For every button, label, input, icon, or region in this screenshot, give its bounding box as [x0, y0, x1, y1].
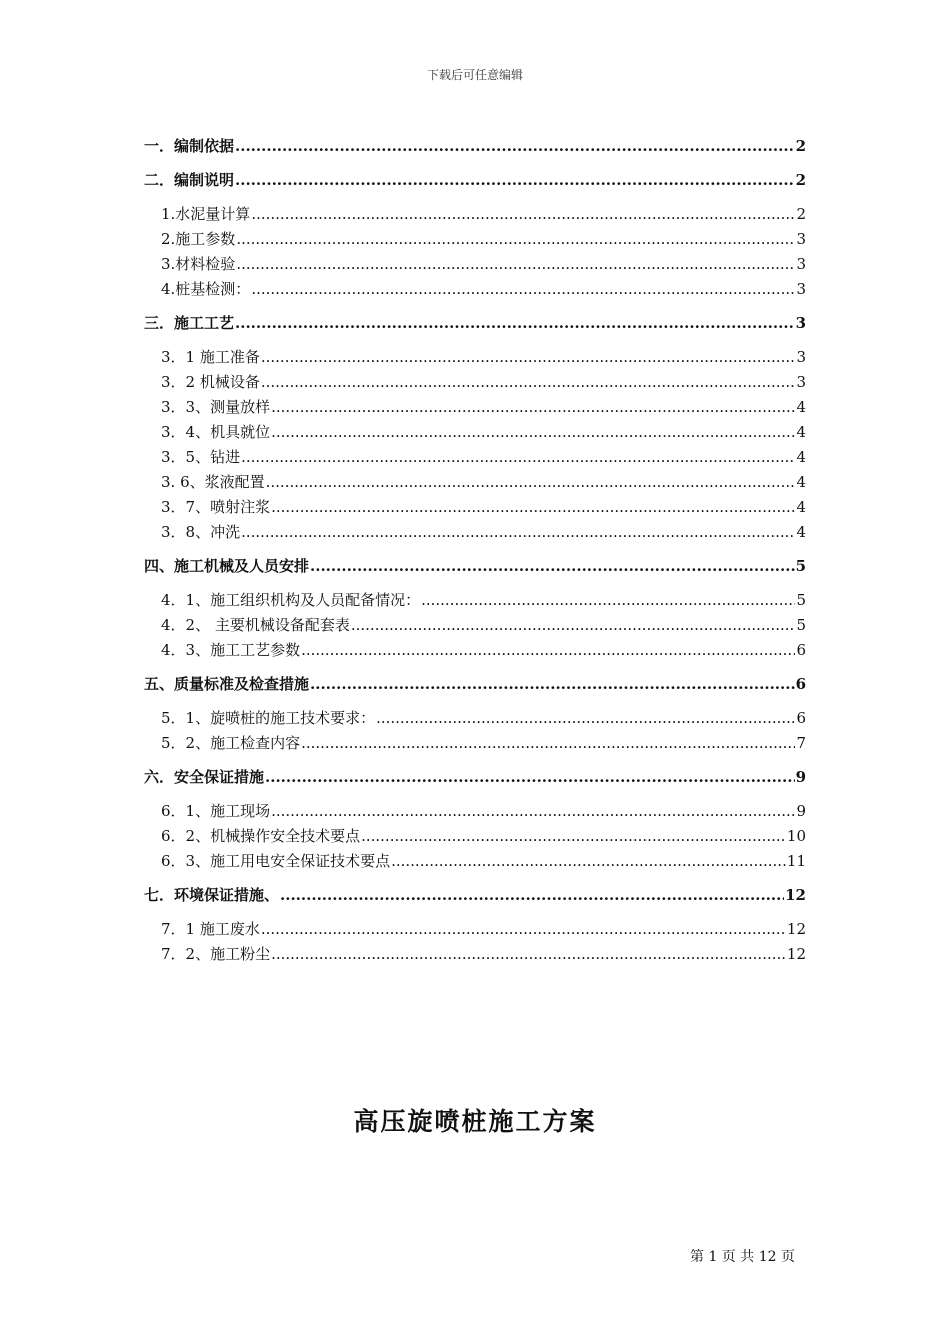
toc-entry-page-number: 12 [786, 945, 806, 963]
toc-entry-page-number: 6 [796, 641, 806, 659]
toc-entry-page-number: 10 [786, 827, 806, 845]
toc-entry-title: 4．1、施工组织机构及人员配备情况： [161, 591, 421, 609]
toc-subsection-entry[interactable] [144, 445, 806, 470]
toc-dot-leader [235, 134, 795, 159]
toc-subsection-entry[interactable] [144, 227, 806, 252]
toc-entry-page-number: 4 [796, 498, 806, 516]
toc-dot-leader [301, 638, 795, 663]
toc-dot-leader [271, 395, 795, 420]
toc-dot-leader [251, 202, 795, 227]
toc-dot-leader [271, 799, 795, 824]
toc-entry-title: 6．1、施工现场 [161, 802, 271, 820]
toc-subsection-entry[interactable] [144, 202, 806, 227]
toc-dot-leader [271, 420, 795, 445]
toc-dot-leader [241, 445, 795, 470]
toc-section-entry[interactable] [144, 554, 806, 579]
toc-dot-leader [301, 731, 795, 756]
toc-entry-title: 3．7、喷射注浆 [161, 498, 271, 516]
toc-dot-leader [261, 917, 786, 942]
toc-entry-title: 3. 6、浆液配置 [161, 473, 265, 491]
toc-entry-title: 3．5、钻进 [161, 448, 241, 466]
toc-entry-title: 3．4、机具就位 [161, 423, 271, 441]
table-of-contents [144, 134, 806, 967]
toc-entry-title: 二．编制说明 [144, 171, 235, 189]
toc-dot-leader [391, 849, 786, 874]
toc-entry-title: 3.材料检验 [161, 255, 236, 273]
toc-entry-title: 7．1 施工废水 [161, 920, 260, 938]
toc-dot-leader [261, 370, 796, 395]
toc-dot-leader [351, 613, 796, 638]
toc-dot-leader [376, 706, 795, 731]
toc-entry-page-number: 3 [796, 280, 806, 298]
toc-entry-title: 5．2、施工检查内容 [161, 734, 301, 752]
toc-entry-title: 5．1、旋喷桩的施工技术要求： [161, 709, 376, 727]
toc-subsection-entry[interactable] [144, 277, 806, 302]
toc-entry-title: 六．安全保证措施 [144, 768, 265, 786]
toc-subsection-entry[interactable] [144, 470, 806, 495]
toc-dot-leader [310, 672, 795, 697]
toc-subsection-entry[interactable] [144, 252, 806, 277]
toc-dot-leader [251, 277, 795, 302]
toc-entry-page-number: 5 [796, 591, 806, 609]
toc-entry-page-number: 4 [796, 423, 806, 441]
toc-entry-page-number: 3 [796, 348, 806, 366]
toc-entry-page-number: 12 [785, 886, 806, 904]
toc-entry-page-number: 2 [795, 137, 806, 155]
toc-subsection-entry[interactable] [144, 638, 806, 663]
toc-section-entry[interactable] [144, 168, 806, 193]
toc-dot-leader [421, 588, 795, 613]
page-footer: 第 1 页 共 12 页 [690, 1249, 795, 1265]
toc-entry-title: 1.水泥量计算 [161, 205, 251, 223]
toc-entry-page-number: 4 [796, 473, 806, 491]
toc-entry-title: 7．2、施工粉尘 [161, 945, 271, 963]
toc-entry-title: 4.桩基检测： [161, 280, 251, 298]
toc-entry-page-number: 3 [796, 255, 806, 273]
toc-entry-title: 3．1 施工准备 [161, 348, 260, 366]
toc-subsection-entry[interactable] [144, 588, 806, 613]
toc-entry-page-number: 2 [795, 171, 806, 189]
toc-entry-page-number: 6 [796, 709, 806, 727]
toc-entry-title: 2.施工参数 [161, 230, 236, 248]
toc-entry-title: 6．2、机械操作安全技术要点 [161, 827, 361, 845]
page-header: 下载后可任意编辑 [426, 68, 523, 82]
toc-entry-title: 4．2、 主要机械设备配套表 [161, 616, 350, 634]
toc-subsection-entry[interactable] [144, 395, 806, 420]
toc-entry-page-number: 9 [796, 802, 806, 820]
toc-section-entry[interactable] [144, 134, 806, 159]
toc-entry-title: 3．3、测量放样 [161, 398, 271, 416]
toc-dot-leader [236, 227, 795, 252]
toc-entry-title: 4．3、施工工艺参数 [161, 641, 301, 659]
toc-dot-leader [235, 311, 795, 336]
toc-dot-leader [261, 345, 796, 370]
toc-subsection-entry[interactable] [144, 495, 806, 520]
toc-subsection-entry[interactable] [144, 731, 806, 756]
toc-entry-page-number: 3 [795, 314, 806, 332]
toc-entry-page-number: 2 [796, 205, 806, 223]
toc-entry-title: 3．8、冲洗 [161, 523, 241, 541]
toc-entry-title: 四、施工机械及人员安排 [144, 557, 310, 575]
toc-subsection-entry[interactable] [144, 942, 806, 967]
toc-dot-leader [236, 252, 795, 277]
toc-subsection-entry[interactable] [144, 706, 806, 731]
toc-entry-page-number: 12 [786, 920, 806, 938]
toc-section-entry[interactable] [144, 765, 806, 790]
toc-entry-page-number: 5 [796, 616, 806, 634]
toc-entry-page-number: 4 [796, 398, 806, 416]
toc-subsection-entry[interactable] [144, 420, 806, 445]
toc-entry-page-number: 4 [796, 523, 806, 541]
toc-entry-page-number: 3 [796, 230, 806, 248]
toc-dot-leader [280, 883, 784, 908]
toc-section-entry[interactable] [144, 672, 806, 697]
toc-entry-title: 五、质量标准及检查措施 [144, 675, 310, 693]
toc-entry-page-number: 4 [796, 448, 806, 466]
toc-entry-title: 3．2 机械设备 [161, 373, 260, 391]
toc-entry-page-number: 9 [795, 768, 806, 786]
toc-subsection-entry[interactable] [144, 520, 806, 545]
toc-dot-leader [310, 554, 795, 579]
toc-dot-leader [241, 520, 795, 545]
toc-dot-leader [361, 824, 786, 849]
toc-entry-title: 七．环境保证措施、 [144, 886, 280, 904]
toc-entry-title: 6．3、施工用电安全保证技术要点 [161, 852, 391, 870]
toc-entry-page-number: 3 [796, 373, 806, 391]
toc-section-entry[interactable] [144, 311, 806, 336]
toc-dot-leader [271, 495, 795, 520]
toc-entry-title: 三．施工工艺 [144, 314, 235, 332]
toc-subsection-entry[interactable] [144, 849, 806, 874]
toc-section-entry[interactable] [144, 883, 806, 908]
toc-subsection-entry[interactable] [144, 345, 806, 370]
toc-entry-page-number: 11 [786, 852, 806, 870]
toc-subsection-entry[interactable] [144, 917, 806, 942]
toc-subsection-entry[interactable] [144, 799, 806, 824]
toc-dot-leader [235, 168, 795, 193]
toc-entry-page-number: 5 [795, 557, 806, 575]
toc-dot-leader [271, 942, 786, 967]
toc-entry-page-number: 6 [795, 675, 806, 693]
toc-entry-title: 一．编制依据 [144, 137, 235, 155]
toc-entry-page-number: 7 [796, 734, 806, 752]
toc-dot-leader [266, 470, 796, 495]
toc-subsection-entry[interactable] [144, 370, 806, 395]
toc-dot-leader [265, 765, 795, 790]
toc-subsection-entry[interactable] [144, 824, 806, 849]
toc-subsection-entry[interactable] [144, 613, 806, 638]
document-title: 高压旋喷桩施工方案 [353, 1107, 597, 1136]
